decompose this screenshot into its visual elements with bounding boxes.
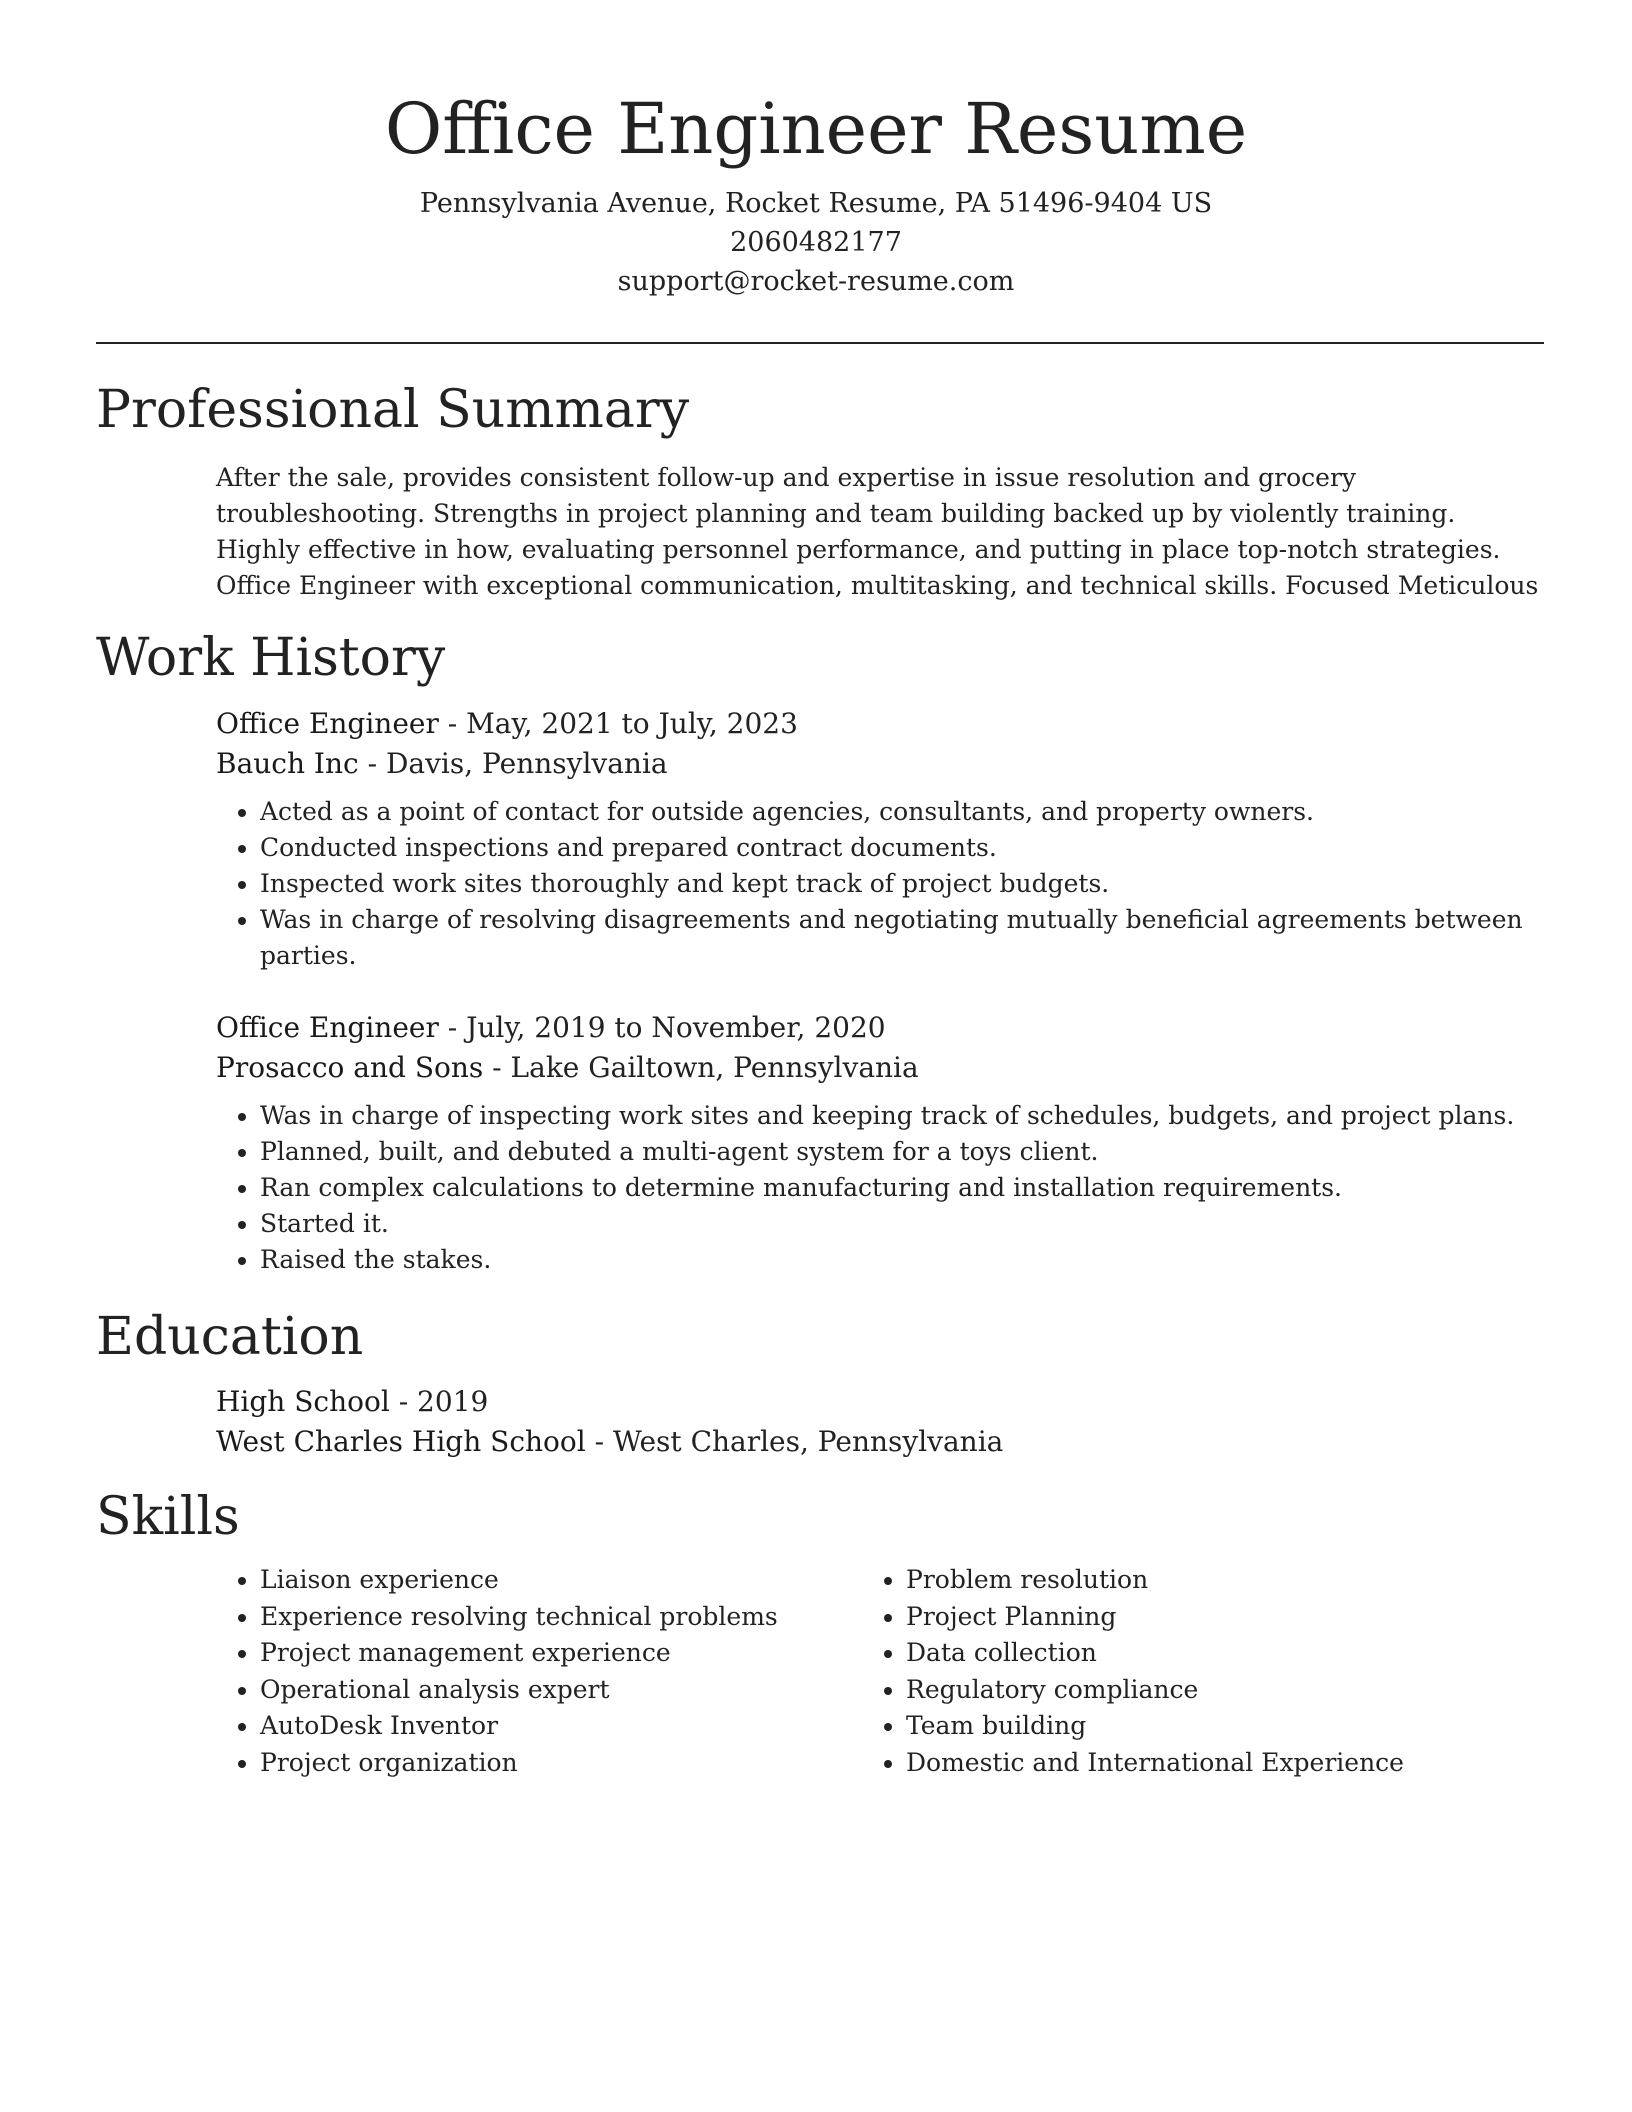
contact-address: Pennsylvania Avenue, Rocket Resume, PA 51496-9404 US: [419, 188, 1213, 219]
job-dates: - May, 2021 to July, 2023: [438, 707, 798, 740]
list-item: • Planned, built, and debuted a multi-agent system for a toys client.: [260, 1134, 1546, 1170]
list-item: • Experience resolving technical problems: [260, 1599, 778, 1636]
education-degree: High School: [216, 1385, 390, 1418]
contact-email: support@rocket-resume.com: [617, 266, 1015, 297]
job-title-line: [216, 704, 1546, 744]
job-company-line: [216, 744, 1546, 784]
list-item: • Raised the stakes.: [260, 1242, 1546, 1278]
job-location: - Lake Gailtown, Pennsylvania: [483, 1051, 919, 1084]
list-item: • Project organization: [260, 1745, 778, 1782]
list-item: • Domestic and International Experience: [906, 1745, 1404, 1782]
job-bullets: [216, 794, 1546, 974]
resume-title: Office Engineer Resume: [384, 88, 1248, 170]
job-entry-1: [216, 704, 1546, 974]
list-item: • Was in charge of resolving disagreements and negotiating mutually beneficial agreements between parties.: [260, 902, 1546, 974]
list-item: • Project management experience: [260, 1635, 778, 1672]
skills-list-left: [216, 1562, 778, 1782]
list-item: • Liaison experience: [260, 1562, 778, 1599]
job-company: Bauch Inc: [216, 747, 359, 780]
list-item: • Data collection: [906, 1635, 1404, 1672]
list-item: • Inspected work sites thoroughly and kept track of project budgets.: [260, 866, 1546, 902]
summary-heading: Professional Summary: [96, 380, 690, 440]
list-item: • Started it.: [260, 1206, 1546, 1242]
summary-section: [216, 460, 1546, 604]
skills-column-right: [862, 1562, 1404, 1782]
education-school: West Charles High School: [216, 1425, 586, 1458]
list-item: • Acted as a point of contact for outside agencies, consultants, and property owners.: [260, 794, 1546, 830]
resume-header: [0, 84, 1632, 301]
contact-phone: 2060482177: [730, 227, 902, 258]
list-item: • Conducted inspections and prepared contract documents.: [260, 830, 1546, 866]
job-bullets: [216, 1098, 1546, 1278]
job-company-line: [216, 1048, 1546, 1088]
job-dates: - July, 2019 to November, 2020: [438, 1011, 886, 1044]
job-company: Prosacco and Sons: [216, 1051, 484, 1084]
education-year: - 2019: [389, 1385, 489, 1418]
list-item: • AutoDesk Inventor: [260, 1708, 778, 1745]
job-entry-2: [216, 1008, 1546, 1278]
list-item: • Regulatory compliance: [906, 1672, 1404, 1709]
job-location: - Davis, Pennsylvania: [358, 747, 668, 780]
list-item: • Ran complex calculations to determine manufacturing and installation requirements.: [260, 1170, 1546, 1206]
skills-list-right: [862, 1562, 1404, 1782]
list-item: • Operational analysis expert: [260, 1672, 778, 1709]
skills-heading: Skills: [96, 1487, 240, 1547]
list-item: • Was in charge of inspecting work sites and keeping track of schedules, budgets, and project plans.: [260, 1098, 1546, 1134]
education-degree-line: [216, 1382, 1546, 1422]
summary-text: After the sale, provides consistent follow-up and expertise in issue resolution and grocery troubleshooting. Strengths in project planning and team building backed up by violently training. Highly effective in how, evaluating personnel performance, and putting in place top-notch strategies. Office Engineer with exceptional communication, multitasking, and technical skills. Focused Meticulous: [216, 463, 1539, 600]
list-item: • Problem resolution: [906, 1562, 1404, 1599]
header-divider: [96, 342, 1544, 344]
work-history-heading: Work History: [96, 628, 446, 688]
job-title: Office Engineer: [216, 1011, 439, 1044]
list-item: • Project Planning: [906, 1599, 1404, 1636]
list-item: • Team building: [906, 1708, 1404, 1745]
education-heading: Education: [96, 1307, 364, 1367]
job-title-line: [216, 1008, 1546, 1048]
education-location: - West Charles, Pennsylvania: [585, 1425, 1004, 1458]
education-entry: [216, 1382, 1546, 1462]
job-title: Office Engineer: [216, 707, 439, 740]
education-school-line: [216, 1422, 1546, 1462]
skills-column-left: [216, 1562, 778, 1782]
